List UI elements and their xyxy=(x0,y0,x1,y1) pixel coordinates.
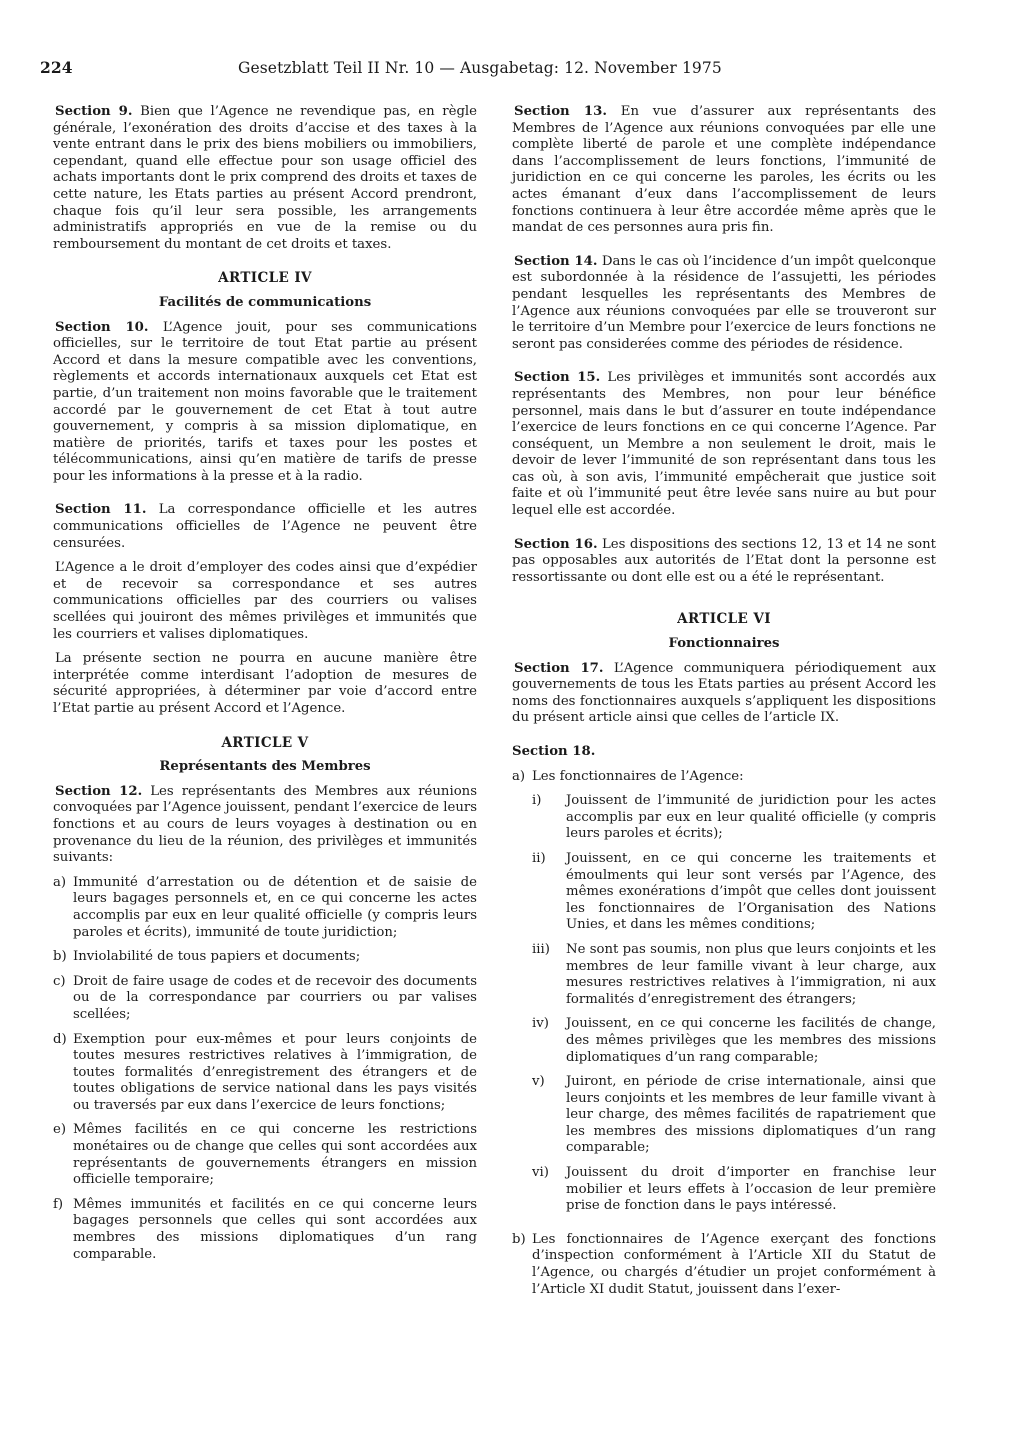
section-11-paragraph-2: L’Agence a le droit d’employer des codes ainsi que d’expédier et de recevoir sa correspondance et ses autres communications officielles par des courriers ou valises scellées qui jouiront des mêmes privilèges et immunités que les courriers et valises diplomatiques. xyxy=(53,560,477,642)
list-item-b: b) Les fonctionnaires de l’Agence exerçant des fonctions d’inspection conformément à l’Article XII du Statut de l’Agence, ou chargés d’étudier un projet conformément à l’Article XI dudit Statut, jouissent dans l’exer- xyxy=(512,1231,936,1297)
page-number: 224 xyxy=(40,58,73,77)
section-text: L’Agence jouit, pour ses communications officielles, sur le territoire de tout Etat partie au présent Accord et dans la mesure compatible avec les conventions, règlements et accords internationaux auxquels cet Etat est partie, d’un traitement non moins favorable que le traitement accordé par le gouvernement de cet Etat à tout autre gouvernement, y compris à sa mission diplomatique, en matière de priorités, tarifs et taxes pour les postes et télécommunications, ainsi qu’en matière de tarifs de presse pour les informations à la presse et à la radio. xyxy=(53,319,477,484)
section-17 xyxy=(512,661,936,727)
section-11-paragraph-3: La présente section ne pourra en aucune manière être interprétée comme interdisant l’adoption de mesures de sécurité appropriées, à déterminer par voie d’accord entre l’Etat partie au présent Accord et l’Agence. xyxy=(53,651,477,716)
section-14 xyxy=(512,254,936,354)
list-item-roman: ii) Jouissent, en ce qui concerne les traitements et émoulments qui leur sont versés par l’Agence, des mêmes exonérations d’impôt que celles dont jouissent les fonctionnaires de l’Organisation des Nations Unies, et dans les mêmes conditions; xyxy=(532,850,936,933)
list-item-roman: iii) Ne sont pas soumis, non plus que leurs conjoints et les membres de leur famille vivant à leur charge, aux mesures restrictives relatives à l’immigration, ni aux formalités d’enregistrement des étrangers; xyxy=(532,941,936,1007)
section-11 xyxy=(53,502,477,552)
section-13 xyxy=(512,104,936,237)
section-label: Section 15. xyxy=(514,370,601,386)
list-item: a) Immunité d’arrestation ou de détention et de saisie de leurs bagages personnels et, en ce qui concerne les actes accomplis par eux en leur qualité officielle (y compris leurs paroles et écrits), immunité de toute juridiction; xyxy=(53,874,477,940)
list-item: f) Mêmes immunités et facilités en ce qui concerne leurs bagages personnels que celles qui sont accordées aux membres des missions diplomatiques d’un rang comparable. xyxy=(53,1196,477,1262)
section-label: Section 14. xyxy=(514,253,598,269)
section-text: Les représentants des Membres aux réunions convoquées par l’Agence jouissent, pendant l’exercice de leurs fonctions et au cours de leurs voyages à destination ou en provenance du lieu de la réunion, des privilèges et immunités suivants: xyxy=(53,783,477,866)
section-text: L’Agence communiquera périodiquement aux gouvernements de tous les Etats parties au présent Accord les noms des fonctionnaires auxquels s’appliquent les dispositions du présent article ainsi que celles de l’article IX. xyxy=(512,660,936,726)
section-18-label: Section 18. xyxy=(512,744,596,759)
section-label: Section 16. xyxy=(514,536,598,552)
article-4-subtitle: Facilités de communications xyxy=(158,294,372,310)
list-item-roman: v) Juiront, en période de crise internationale, ainsi que leurs conjoints et les membres de leur famille vivant à leur charge, des mêmes facilités de rapatriement que les membres des missions diplomatiques d’un rang comparable; xyxy=(532,1074,936,1156)
list-item-roman: i) Jouissent de l’immunité de juridiction pour les actes accomplis par eux en leur qualité officielle (y compris leurs paroles et écrits); xyxy=(532,793,936,842)
left-column xyxy=(53,104,477,1263)
section-label: Section 13. xyxy=(514,104,607,119)
article-6-subtitle: Fonctionnaires xyxy=(668,636,780,652)
right-column xyxy=(512,104,936,1298)
section-text: Les privilèges et immunités sont accordés aux représentants des Membres, non pour leur bénéfice personnel, mais dans le but d’assurer en toute indépendance l’exercice de leurs fonctions en ce qui concerne l’Agence. Par conséquent, un Membre a non seulement le droit, mais le devoir de lever l’immunité de son représentant dans tous les cas où, à son avis, l’immunité empêcherait que justice soit faite et où l’immunité peut être levée sans nuire au but pour lequel elle est accordée. xyxy=(512,370,936,519)
section-text: Les dispositions des sections 12, 13 et 14 ne sont pas opposables aux autorités de l’Etat dont la personne est ressortissante ou dont elle est ou a été le représentant. xyxy=(512,536,937,585)
section-label: Section 10. xyxy=(55,319,149,335)
list-item: c) Droit de faire usage de codes et de recevoir des documents ou de la correspondance par courriers ou par valises scellées; xyxy=(53,973,477,1022)
article-6-title: ARTICLE VI xyxy=(677,611,771,628)
section-text: Bien que l’Agence ne revendique pas, en règle générale, l’exonération des droits d’accise et des taxes à la vente entrant dans le prix des biens mobiliers ou immobiliers, cependant, quand elle effectue pour son usage officiel des achats importants dont le prix comprend des droits et taxes de cette nature, les Etats parties au présent Accord prendront, chaque fois qu’il leur sera possible, les arrangements administratifs appropriés en vue de la remise ou du remboursement du montant de cet droits et taxes. xyxy=(53,104,478,252)
list-item: d) Exemption pour eux-mêmes et pour leurs conjoints de toutes mesures restrictives relatives à l’immigration, de toutes formalités d’enregistrement des étrangers et de toutes obligations de service national dans les pays visités ou traversés par eux dans l’exercice de leurs fonctions; xyxy=(53,1031,477,1113)
section-label: Section 12. xyxy=(55,783,143,799)
article-5-subtitle: Représentants des Membres xyxy=(159,759,371,775)
section-12 xyxy=(53,784,477,867)
section-label: Section 11. xyxy=(55,502,147,518)
section-text: Dans le cas où l’incidence d’un impôt quelconque est subordonnée à la résidence de l’assujetti, les périodes pendant lesquelles les représentants des Membres de l’Agence aux réunions convoquées par elle se trouveront sur le territoire d’un Membre pour l’exercice de leurs fonctions ne seront pas considerées comme des périodes de résidence. xyxy=(512,253,936,352)
running-title: Gesetzblatt Teil II Nr. 10 — Ausgabetag: 12. November 1975 xyxy=(238,59,722,77)
article-4-title: ARTICLE IV xyxy=(218,270,312,287)
section-text: En vue d’assurer aux représentants des Membres de l’Agence aux réunions convoquées par elle une complète liberté de parole et une complète indépendance dans l’accomplissement de leurs fonctions, l’immunité de juridiction en ce qui concerne les paroles, les écrits ou les actes émanant d’eux dans l’accomplissement de leurs fonctions continuera à leur être accordée même après que le mandat de ces personnes aura pris fin. xyxy=(512,104,937,236)
list-item-a: a) Les fonctionnaires de l’Agence: xyxy=(512,768,744,784)
section-9 xyxy=(53,104,477,253)
section-16 xyxy=(512,537,936,587)
list-item-roman: iv) Jouissent, en ce qui concerne les facilités de change, des mêmes privilèges que les membres des missions diplomatiques d’un rang comparable; xyxy=(532,1016,936,1065)
list-item: e) Mêmes facilités en ce qui concerne les restrictions monétaires ou de change que celles qui sont accordées aux représentants de gouvernements étrangers en mission officielle temporaire; xyxy=(53,1122,477,1188)
section-15 xyxy=(512,370,936,519)
section-label: Section 17. xyxy=(514,660,604,676)
section-label: Section 9. xyxy=(55,104,133,119)
section-text: La correspondance officielle et les autres communications officielles de l’Agence ne peuvent être censurées. xyxy=(53,502,477,551)
article-5-title: ARTICLE V xyxy=(221,734,309,751)
list-item: b) Inviolabilité de tous papiers et documents; xyxy=(53,949,361,965)
section-10 xyxy=(53,320,477,486)
list-item-roman: vi) Jouissent du droit d’importer en franchise leur mobilier et leurs effets à l’occasion de leur première prise de fonction dans le pays intéressé. xyxy=(532,1165,936,1214)
